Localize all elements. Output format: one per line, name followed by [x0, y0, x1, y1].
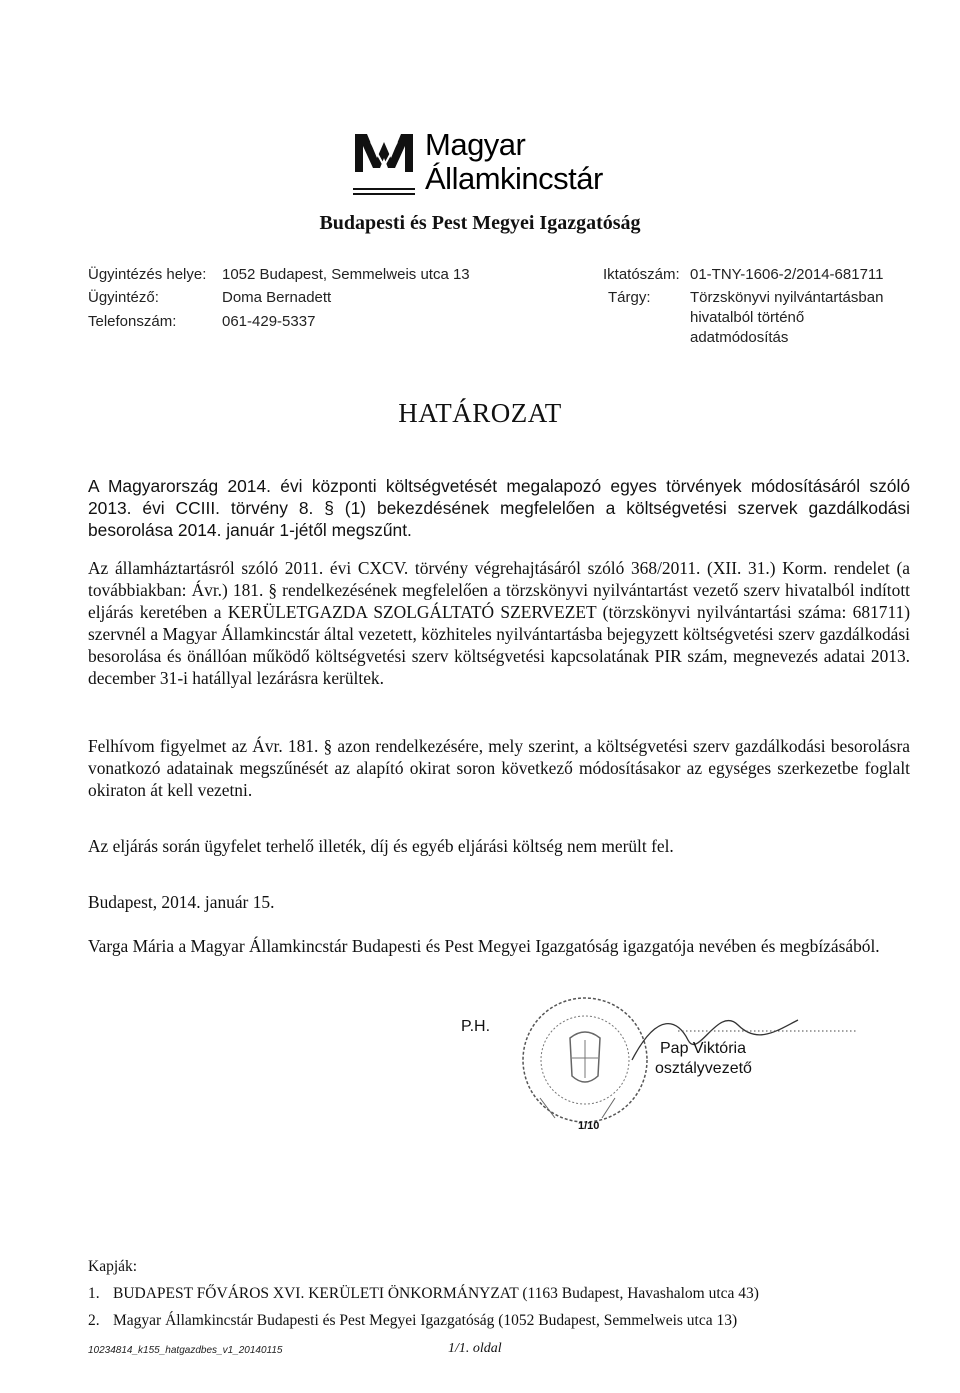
distribution-title: Kapják:	[88, 1258, 138, 1275]
office-name: Budapesti és Pest Megyei Igazgatóság	[319, 212, 641, 234]
meta-label-clerk: Ügyintéző:	[88, 289, 159, 306]
meta-label-subject: Tárgy:	[608, 289, 651, 306]
paragraph-costs: Az eljárás során ügyfelet terhelő illeték, díj és egyéb eljárási költség nem merült fel.	[88, 836, 674, 856]
stamp-number: 1/10	[578, 1120, 600, 1132]
distribution-item-number: 1.	[88, 1285, 100, 1302]
distribution-item-number: 2.	[88, 1312, 100, 1329]
meta-value-reference: 01-TNY-1606-2/2014-681711	[690, 266, 884, 283]
distribution-item-text: BUDAPEST FŐVÁROS XVI. KERÜLETI ÖNKORMÁNYZAT (1163 Budapest, Havashalom utca 43)	[113, 1285, 759, 1302]
meta-value-location: 1052 Budapest, Semmelweis utca 13	[222, 266, 470, 283]
logo-underline	[353, 188, 415, 190]
issue-date: Budapest, 2014. január 15.	[88, 892, 275, 912]
footer-file-id: 10234814_k155_hatgazdbes_v1_20140115	[88, 1345, 283, 1356]
meta-value-subject-line1: Törzskönyvi nyilvántartásban	[690, 289, 884, 306]
logo-underline	[353, 193, 415, 195]
paragraph-authority: Varga Mária a Magyar Államkincstár Budapesti és Pest Megyei Igazgatóság igazgatója nevében és megbízásából.	[88, 936, 880, 956]
signatory-name: Pap Viktória	[660, 1040, 746, 1057]
meta-value-subject-line2: hivatalból történő	[690, 309, 805, 326]
paragraph-notice: Felhívom figyelmet az Ávr. 181. § azon rendelkezésére, mely szerint, a költségvetési szerv gazdálkodási besorolásra vonatkozó adatainak megszűnését az alapító okirat soron következő módosításakor az egységes szerkezetbe foglalt okiraton át kell vezetni.	[88, 736, 910, 800]
meta-value-clerk: Doma Bernadett	[222, 289, 332, 306]
meta-value-phone: 061-429-5337	[222, 313, 316, 330]
distribution-item-text: Magyar Államkincstár Budapesti és Pest Megyei Igazgatóság (1052 Budapest, Semmelweis utca 13)	[113, 1312, 738, 1329]
logo-text-line1: Magyar	[425, 127, 526, 162]
meta-label-location: Ügyintézés helye:	[88, 266, 207, 283]
meta-label-phone: Telefonszám:	[88, 313, 177, 330]
treasury-logo-icon	[353, 128, 415, 186]
meta-label-reference: Iktatószám:	[603, 266, 680, 283]
paragraph-decision: Az államháztartásról szóló 2011. évi CXCV. törvény végrehajtásáról szóló 368/2011. (XII. 31.) Korm. rendelet (a továbbiakban: Ávr.) 181. § rendelkezésének megfelelően a törzskönyvi nyilvántartást vezető szerv hivatalból indított eljárás keretében a KERÜLETGAZDA SZOLGÁLTATÓ SZERVEZET (törzskönyvi nyilvántartási száma: 681711) szervnél a Magyar Államkincstár által vezetett, közhiteles nyilvántartásba bejegyzett költségvetési szerv gazdálkodási besorolása és önállóan működő költségvetési szerv költségvetési kapcsolatának PIR szám, megnevezés adatai 2013. december 31-i hatállyal lezárásra kerültek.	[88, 558, 910, 688]
logo-text-line2: Államkincstár	[425, 161, 603, 196]
document-title: HATÁROZAT	[398, 398, 562, 428]
paragraph-legal-basis: A Magyarország 2014. évi központi költségvetését megalapozó egyes törvények módosításáról szóló 2013. évi CCIII. törvény 8. § (1) bekezdésének megfelelően a költségvetési szervek gazdálkodási besorolása 2014. január 1-jétől megszűnt.	[88, 476, 910, 540]
meta-value-subject-line3: adatmódosítás	[690, 329, 789, 346]
seal-placeholder-label: P.H.	[461, 1018, 491, 1035]
signatory-position: osztályvezető	[655, 1060, 752, 1077]
footer-page-number: 1/1. oldal	[448, 1341, 502, 1356]
